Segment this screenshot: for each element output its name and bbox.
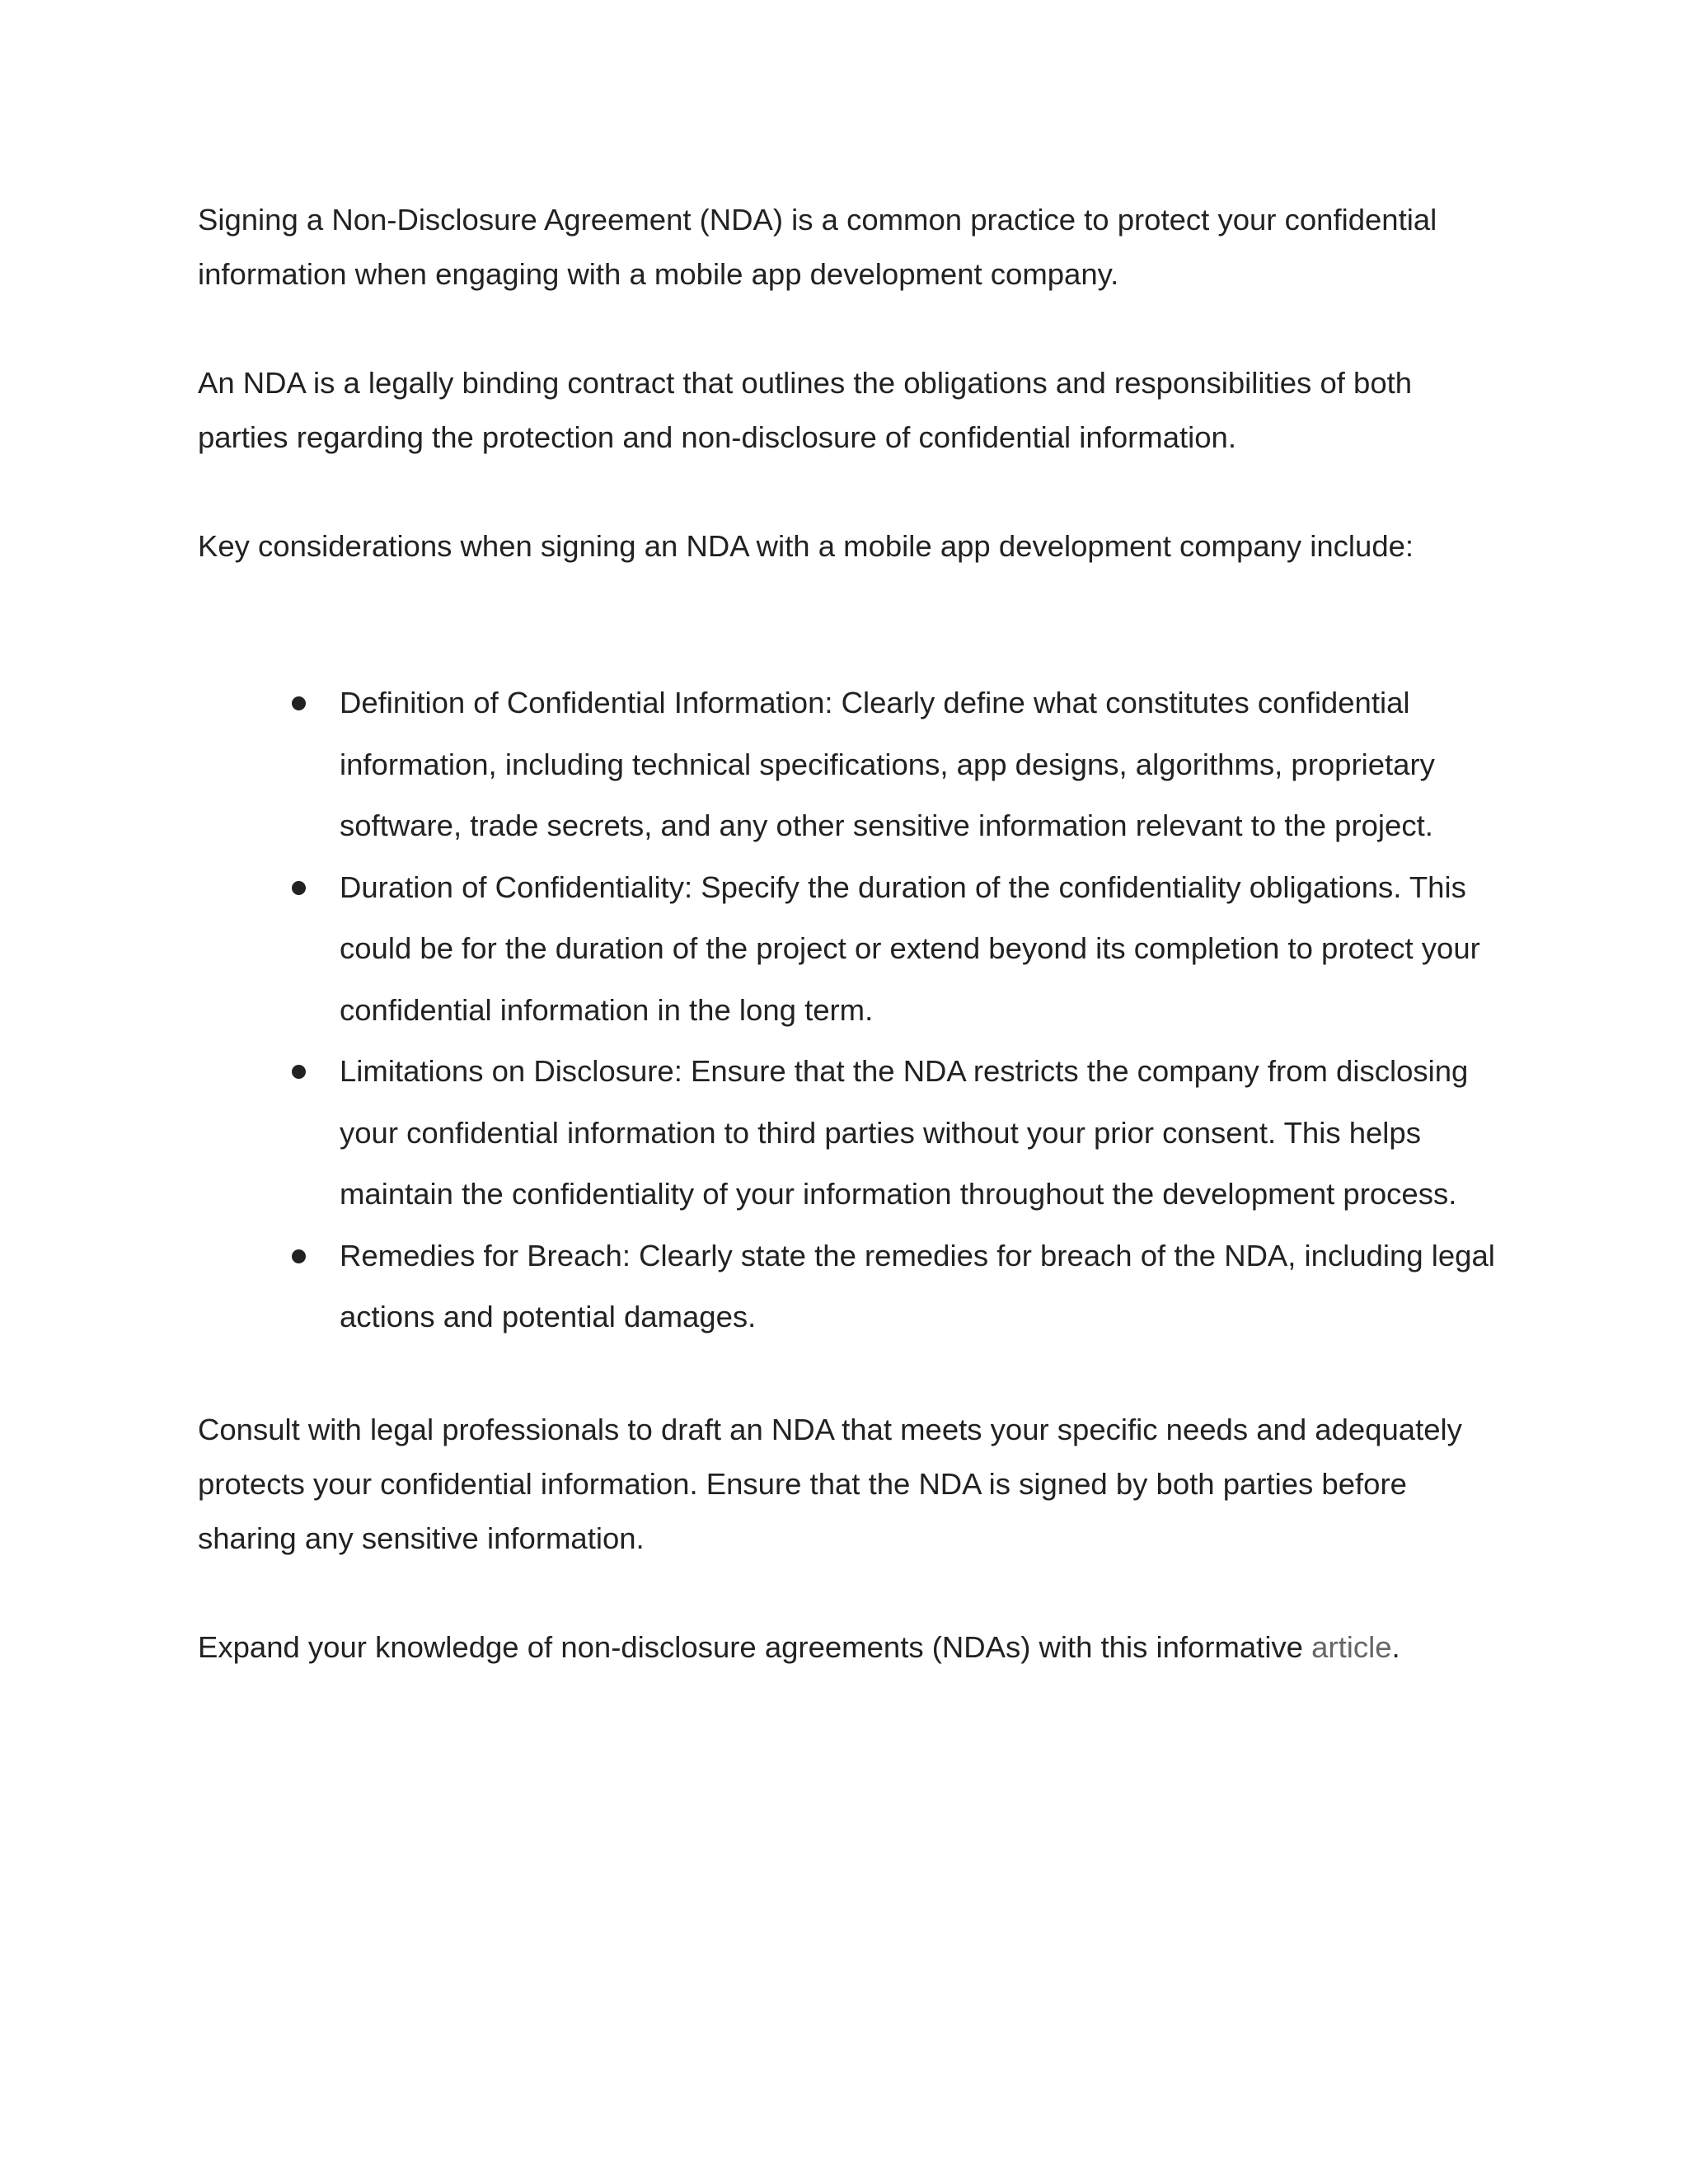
considerations-list: [198, 673, 1500, 1348]
bullet-dot-icon: [292, 1249, 306, 1263]
list-item-text: Definition of Confidential Information: Clearly define what constitutes confidential information, including technical specifications, app designs, algorithms, proprietary software, trade secrets, and any other sensitive information relevant to the project.: [340, 686, 1435, 842]
document-body: [198, 193, 1500, 1675]
definition-paragraph: An NDA is a legally binding contract that outlines the obligations and responsibilities of both parties regarding the protection and non-disclosure of confidential information.: [198, 366, 1413, 454]
list-item: [340, 857, 1500, 1042]
list-item-text: Remedies for Breach: Clearly state the remedies for breach of the NDA, including legal actions and potential damages.: [340, 1238, 1495, 1333]
article-link[interactable]: article: [1311, 1629, 1392, 1664]
list-item: [340, 673, 1500, 857]
list-item: [340, 1041, 1500, 1226]
list-item-text: Duration of Confidentiality: Specify the duration of the confidentiality obligations. This could be for the duration of the project or extend beyond its completion to protect your confidential information in the long term.: [340, 869, 1480, 1027]
bullet-dot-icon: [292, 696, 306, 710]
list-item: [340, 1226, 1500, 1348]
bullet-dot-icon: [292, 1065, 306, 1079]
intro-paragraph: Signing a Non-Disclosure Agreement (NDA) is a common practice to protect your confidential information when engaging with a mobile app development company.: [198, 203, 1437, 291]
closing-paragraph: Consult with legal professionals to draft an NDA that meets your specific needs and adequately protects your confidential information. Ensure that the NDA is signed by both parties before sharing any sensitive information.: [198, 1412, 1462, 1555]
final-paragraph: [198, 1620, 1500, 1675]
list-item-text: Limitations on Disclosure: Ensure that the NDA restricts the company from disclosing your confidential information to third parties without your prior consent. This helps maintain the confidentiality of your information throughout the development process.: [340, 1054, 1469, 1211]
bullet-dot-icon: [292, 881, 306, 895]
final-paragraph-text: Expand your knowledge of non-disclosure agreements (NDAs) with this informative: [198, 1629, 1312, 1664]
final-paragraph-period: .: [1391, 1629, 1400, 1664]
considerations-intro-paragraph: Key considerations when signing an NDA with a mobile app development company include:: [198, 529, 1414, 563]
